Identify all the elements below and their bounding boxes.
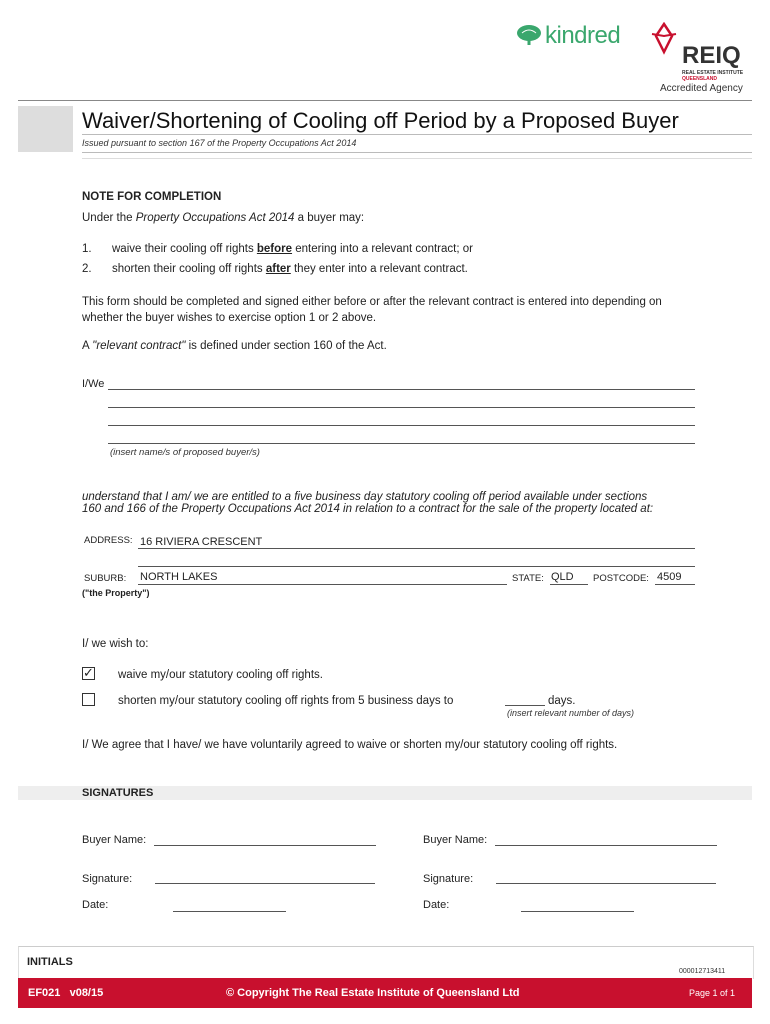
suburb-label: SUBURB:	[84, 573, 127, 584]
note-intro	[82, 212, 364, 224]
title-bottom-rule-2	[82, 158, 752, 159]
note-paragraph-line-1: This form should be completed and signed either before or after the relevant contract is entered into depending on	[82, 296, 662, 308]
wish-label: I/ we wish to:	[82, 638, 149, 650]
understand-statement-line-2: 160 and 166 of the Property Occupations Act 2014 in relation to a contract for the sale of the property located at:	[82, 503, 654, 515]
note-intro-pre: Under the	[82, 212, 136, 224]
note-item-2-pre: shorten their cooling off rights	[112, 263, 266, 275]
definition-pre: A	[82, 340, 93, 352]
note-item-2-key: after	[265, 263, 291, 275]
note-item-1-number: 1.	[82, 243, 92, 255]
buyer-1-name-label: Buyer Name:	[82, 834, 147, 846]
buyer-name-line-4[interactable]	[108, 443, 695, 444]
address-line-2[interactable]	[138, 566, 695, 567]
signatures-heading: SIGNATURES	[82, 787, 154, 799]
relevant-contract-definition	[82, 340, 387, 352]
reiq-logo: REIQ	[682, 42, 741, 69]
initials-box[interactable]	[18, 946, 754, 979]
accredited-agency-label: Accredited Agency	[660, 83, 743, 94]
definition-term: "relevant contract"	[92, 340, 186, 352]
note-item-2-post: they enter into a relevant contract.	[290, 263, 468, 275]
note-intro-post: a buyer may:	[294, 212, 365, 224]
state-value[interactable]: QLD	[551, 571, 574, 583]
reiq-tagline: REAL ESTATE INSTITUTE	[682, 70, 744, 76]
page-subtitle: Issued pursuant to section 167 of the Property Occupations Act 2014	[82, 138, 357, 148]
document-number: 000012713411	[679, 968, 726, 975]
buyer-1-signature-label: Signature:	[82, 873, 133, 885]
state-line	[550, 584, 588, 585]
buyer-1-date-line[interactable]	[173, 911, 286, 912]
waive-checkbox[interactable]: ✓	[83, 665, 94, 680]
page-number: Page 1 of 1	[689, 988, 736, 998]
postcode-line	[655, 584, 695, 585]
buyer-name-line-2[interactable]	[108, 407, 695, 408]
address-label: ADDRESS:	[84, 535, 133, 546]
copyright-notice: © Copyright The Real Estate Institute of Queensland Ltd	[226, 987, 520, 999]
form-code: EF021 v08/15	[28, 987, 104, 999]
note-heading: NOTE FOR COMPLETION	[82, 191, 222, 203]
title-mid-rule	[82, 134, 752, 135]
note-item-2-number: 2.	[82, 263, 92, 275]
title-accent-box	[18, 106, 73, 152]
buyer-2-name-line[interactable]	[495, 845, 717, 846]
buyer-2-date-label: Date:	[423, 899, 450, 911]
days-label: days.	[548, 695, 576, 707]
state-label: STATE:	[512, 573, 544, 584]
reiq-tagline-state: QUEENSLAND	[682, 76, 718, 82]
kindred-logo	[516, 22, 620, 50]
iwe-label: I/We	[82, 378, 105, 390]
note-item-2	[112, 263, 468, 275]
address-line-1	[138, 548, 695, 549]
page-title: Waiver/Shortening of Cooling off Period by a Proposed Buyer	[82, 108, 679, 133]
agreement-statement: I/ We agree that I have/ we have voluntarily agreed to waive or shorten my/our statutory cooling off rights.	[82, 739, 618, 751]
buyer-name-line-3[interactable]	[108, 425, 695, 426]
initials-label: INITIALS	[27, 956, 73, 968]
suburb-value[interactable]: NORTH LAKES	[140, 571, 218, 583]
definition-post: is defined under section 160 of the Act.	[185, 340, 387, 352]
note-item-1-key: before	[256, 243, 293, 255]
kindred-wordmark: kindred	[545, 22, 621, 49]
buyer-2-signature-line[interactable]	[496, 883, 716, 884]
buyer-2-date-line[interactable]	[521, 911, 634, 912]
buyer-1-date-label: Date:	[82, 899, 109, 911]
note-item-1-post: entering into a relevant contract; or	[292, 243, 473, 255]
note-intro-act: Property Occupations Act 2014	[135, 212, 295, 224]
understand-statement-line-1: understand that I am/ we are entitled to a five business day statutory cooling off period available under sections	[82, 491, 648, 503]
suburb-line	[138, 584, 507, 585]
postcode-value[interactable]: 4509	[657, 571, 682, 583]
postcode-label: POSTCODE:	[593, 573, 649, 584]
address-value[interactable]: 16 RIVIERA CRESCENT	[140, 536, 263, 548]
buyer-2-name-label: Buyer Name:	[423, 834, 488, 846]
waive-option-label: waive my/our statutory cooling off rights.	[118, 669, 323, 681]
buyer-name-line-1[interactable]	[108, 389, 695, 390]
days-hint: (insert relevant number of days)	[507, 708, 635, 718]
reiq-star-icon	[650, 22, 686, 58]
note-paragraph-line-2: whether the buyer wishes to exercise option 1 or 2 above.	[82, 312, 377, 324]
days-input-line[interactable]	[505, 705, 545, 706]
note-item-1-pre: waive their cooling off rights	[112, 243, 257, 255]
buyer-1-name-line[interactable]	[154, 845, 376, 846]
the-property-label: ("the Property")	[82, 588, 150, 598]
buyer-1-signature-line[interactable]	[155, 883, 375, 884]
tree-icon	[516, 24, 542, 46]
title-bottom-rule	[82, 152, 752, 153]
shorten-option-label: shorten my/our statutory cooling off rights from 5 business days to	[118, 695, 454, 707]
title-top-rule	[18, 100, 752, 101]
note-item-1	[112, 243, 473, 255]
buyer-2-signature-label: Signature:	[423, 873, 474, 885]
shorten-checkbox[interactable]	[82, 693, 95, 706]
buyer-name-hint: (insert name/s of proposed buyer/s)	[110, 447, 260, 458]
